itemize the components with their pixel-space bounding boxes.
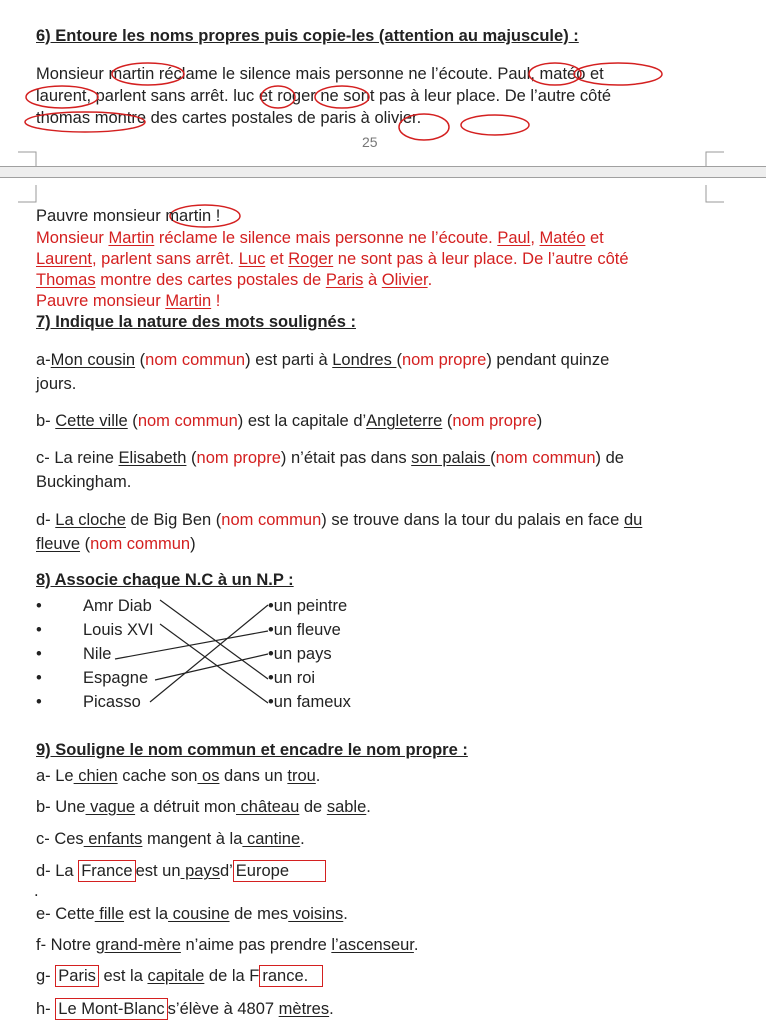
exercise-6-title: 6) Entoure les noms propres puis copie-les (attention au majuscule) : xyxy=(36,27,579,45)
ex8-right-item-5: •un fameux xyxy=(268,693,351,711)
word-olivier: olivier xyxy=(374,109,417,127)
ex6-copy-line-2: Laurent, parlent sans arrêt. Luc et Roger ne sont pas à leur place. De l’autre côté xyxy=(36,250,629,268)
ex6-copy-line-4: Pauvre monsieur Martin ! xyxy=(36,292,221,310)
ex8-left-item-4: • Espagne xyxy=(36,669,149,687)
ex7-item-c-cont: Buckingham. xyxy=(36,473,132,491)
word-mateo: matéo xyxy=(539,65,586,83)
ex6-copy-line-3: Thomas montre des cartes postales de Paris à Olivier. xyxy=(36,271,433,289)
exercise-7-title: 7) Indique la nature des mots soulignés : xyxy=(36,313,356,331)
word-luc: luc xyxy=(233,87,255,105)
boxed-paris: Paris xyxy=(55,965,99,987)
ex9-item-h: h- Le Mont-Blancs’élève à 4807 mètres. xyxy=(36,1000,334,1018)
ex9-item-b: b- Une vague a détruit mon château de sable. xyxy=(36,798,371,816)
ex6-copy-line-0: Pauvre monsieur martin ! xyxy=(36,207,221,225)
boxed-mont-blanc: Le Mont-Blanc xyxy=(55,998,167,1020)
word-paul: Paul xyxy=(497,65,531,83)
ex8-left-item-3: • Nile xyxy=(36,645,112,663)
ex9-item-a: a- Le chien cache son os dans un trou. xyxy=(36,767,321,785)
ex9-item-d-dot: . xyxy=(34,882,39,900)
exercise-8-title: 8) Associe chaque N.C à un N.P : xyxy=(36,571,294,589)
ex8-right-item-2: •un fleuve xyxy=(268,621,341,639)
ex8-right-item-1: •un peintre xyxy=(268,597,348,615)
boxed-france-2: rance. xyxy=(259,965,323,987)
page-gap xyxy=(0,167,766,177)
ex9-item-e: e- Cette fille est la cousine de mes voisins. xyxy=(36,905,348,923)
ex7-item-d: d- La cloche de Big Ben (nom commun) se trouve dans la tour du palais en face du xyxy=(36,511,643,529)
ex7-item-c: c- La reine Elisabeth (nom propre) n’était pas dans son palais (nom commun) de xyxy=(36,449,624,467)
ex8-left-item-1: • Amr Diab xyxy=(36,597,152,615)
ex9-item-g: g- Paris est la capitale de la F rance. xyxy=(36,965,323,987)
word-thomas: thomas xyxy=(36,109,91,127)
word-paris: paris xyxy=(320,109,357,127)
boxed-europe: Europe xyxy=(233,860,326,882)
page-separator-bottom xyxy=(0,177,766,178)
page-number: 25 xyxy=(362,134,378,150)
ex7-item-d-cont: fleuve (nom commun) xyxy=(36,535,196,553)
ex7-item-a: a-Mon cousin (nom commun) est parti à Londres (nom propre) pendant quinze xyxy=(36,351,610,369)
boxed-france: France xyxy=(78,860,135,882)
ex7-item-b: b- Cette ville (nom commun) est la capitale d’Angleterre (nom propre) xyxy=(36,412,543,430)
ex9-item-c: c- Ces enfants mangent à la cantine. xyxy=(36,830,305,848)
ex6-text-line-2: laurent, parlent sans arrêt. luc et roger ne sont pas à leur place. De l’autre côté xyxy=(36,87,612,105)
word-martin: martin xyxy=(108,65,155,83)
ex8-right-item-3: •un pays xyxy=(268,645,332,663)
ex6-text-line-1: Monsieur martin réclame le silence mais personne ne l’écoute. Paul, matéo et xyxy=(36,65,604,83)
word-roger: roger xyxy=(277,87,316,105)
ex9-item-f: f- Notre grand-mère n’aime pas prendre l’ascenseur. xyxy=(36,936,419,954)
ex7-item-a-cont: jours. xyxy=(36,375,77,393)
ex9-item-d: d- La Franceest un paysd’ Europe xyxy=(36,860,326,882)
ex6-copy-line-1: Monsieur Martin réclame le silence mais personne ne l’écoute. Paul, Matéo et xyxy=(36,229,604,247)
exercise-9-title: 9) Souligne le nom commun et encadre le nom propre : xyxy=(36,741,468,759)
ex8-right-item-4: •un roi xyxy=(268,669,316,687)
ex8-left-item-5: • Picasso xyxy=(36,693,141,711)
ex6-text-line-3: thomas montre des cartes postales de paris à olivier. xyxy=(36,109,422,127)
ex8-left-item-2: • Louis XVI xyxy=(36,621,154,639)
word-laurent: laurent xyxy=(36,87,87,105)
